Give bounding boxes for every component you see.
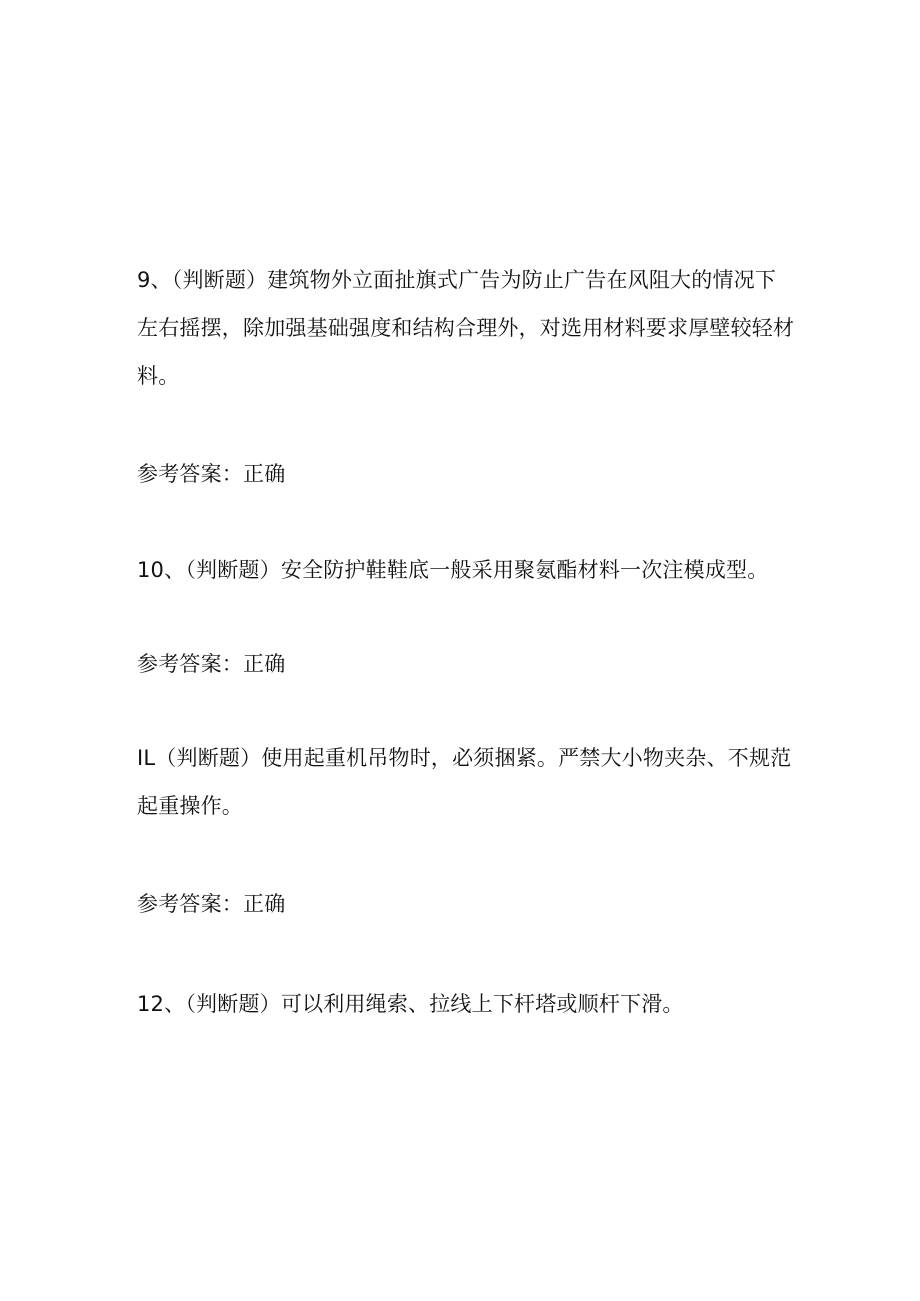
question-11-answer: 参考答案：正确 (137, 892, 286, 916)
question-10-text: 10、（判断题）安全防护鞋鞋底一般采用聚氨酯材料一次注模成型。 (137, 558, 769, 582)
question-10-answer: 参考答案：正确 (137, 652, 286, 676)
question-9-text: 9、（判断题）建筑物外立面扯旗式广告为防止广告在风阻大的情况下左右摇摆，除加强基础强度和结构合理外，对选用材料要求厚壁较轻材料。 (137, 268, 795, 388)
question-12-text: 12、（判断题）可以利用绳索、拉线上下杆塔或顺杆下滑。 (137, 992, 684, 1016)
question-11-text: IL（判断题）使用起重机吊物时，必须捆紧。严禁大小物夹杂、不规范起重操作。 (137, 746, 792, 818)
question-9-answer: 参考答案：正确 (137, 462, 286, 486)
